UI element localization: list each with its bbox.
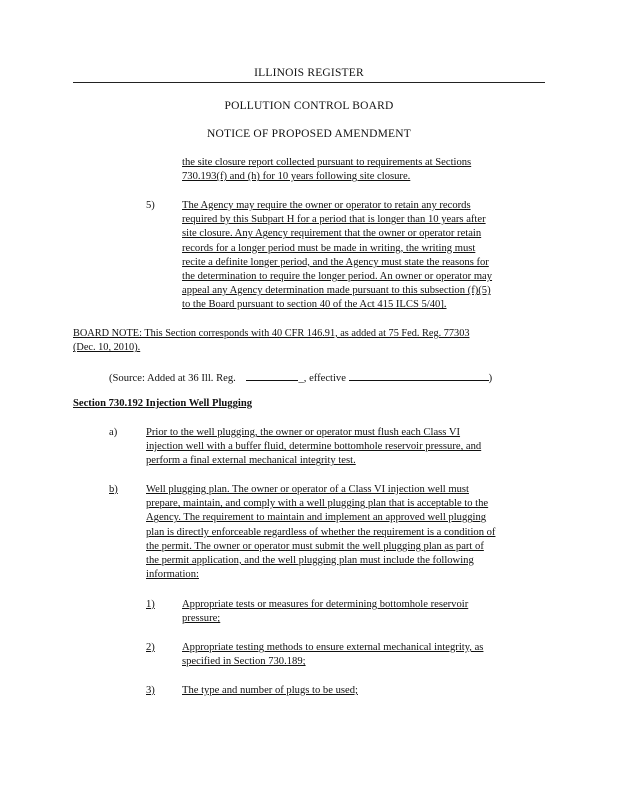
board-note-line: (Dec. 10, 2010). (73, 342, 141, 354)
sub-3-label: 3) (146, 685, 155, 696)
sub-1-line: Appropriate tests or measures for determining bottomhole reservoir (182, 599, 469, 610)
item-5-line: the determination to require the longer period. An owner or operator may (182, 271, 493, 283)
sub-3-text (182, 684, 358, 698)
board-title: POLLUTION CONTROL BOARD (224, 100, 394, 112)
sub-1-line: pressure; (182, 613, 221, 625)
item-5-label: 5) (146, 200, 155, 211)
item-b-line: Agency. The requirement to maintain and implement an approved well plugging (146, 512, 487, 524)
item-5-line: records for a longer period must be made in writing, the writing must (182, 242, 476, 254)
source-suffix: ) (488, 373, 493, 384)
item-b-line: the permit. The owner or operator must submit the well plugging plan as part of (146, 540, 484, 552)
item-a-line: injection well with a buffer fluid, determine bottomhole reservoir pressure, and (146, 441, 482, 453)
item-b-line: the permit application, and the well plugging plan must include the following (146, 555, 474, 567)
source-line (109, 370, 492, 386)
sub-2-line: Appropriate testing methods to ensure external mechanical integrity, as (182, 642, 484, 653)
item-5-line: required by this Subpart H for a period that is longer than 10 years after (182, 214, 486, 226)
item-a-label: a) (109, 427, 118, 438)
continuation-line: 730.193(f) and (h) for 10 years following site closure. (182, 171, 411, 183)
item-5-line: recite a definite longer period, and the Agency must state the reasons for (182, 256, 489, 268)
item-b-line: information: (146, 569, 199, 581)
register-blank (246, 370, 298, 381)
sub-1-label: 1) (146, 599, 155, 610)
notice-title: NOTICE OF PROPOSED AMENDMENT (207, 128, 411, 140)
sub-2-line: specified in Section 730.189; (182, 656, 306, 668)
sub-2-label: 2) (146, 642, 155, 653)
sub-1-text (182, 598, 468, 626)
item-b-line: plan is directly enforceable regardless of whether the requirement is a condition of (146, 526, 496, 538)
item-5-text (182, 199, 492, 313)
item-5-line: to the Board pursuant to section 40 of the Act 415 ILCS 5/40]. (182, 299, 447, 311)
sub-2-text (182, 641, 483, 669)
item-a-line: Prior to the well plugging, the owner or operator must flush each Class VI (146, 427, 461, 438)
effective-date-blank (349, 370, 489, 381)
item-a-text (146, 426, 481, 469)
item-b-label: b) (109, 484, 118, 495)
item-b-text (146, 483, 495, 582)
source-prefix: (Source: Added at 36 Ill. Reg. (109, 373, 236, 384)
board-note (73, 327, 470, 355)
section-heading: Section 730.192 Injection Well Plugging (73, 398, 253, 409)
item-5-line: The Agency may require the owner or operator to retain any records (182, 200, 471, 211)
header-rule (73, 82, 545, 83)
item-b-line: prepare, maintain, and comply with a well plugging plan that is acceptable to the (146, 498, 489, 510)
item-b-line: Well plugging plan. The owner or operator of a Class VI injection well must (146, 484, 469, 495)
continuation-line: the site closure report collected pursuant to requirements at Sections (182, 157, 472, 168)
source-mid: _, effective (298, 373, 346, 384)
item-5-line: site closure. Any Agency requirement that the owner or operator retain (182, 228, 482, 240)
register-title: ILLINOIS REGISTER (254, 67, 364, 79)
item-5-line: appeal any Agency determination made pursuant to this subsection (f)(5) (182, 285, 491, 297)
continuation-text (182, 156, 471, 184)
board-note-line: BOARD NOTE: This Section corresponds with 40 CFR 146.91, as added at 75 Fed. Reg. 77303 (73, 328, 470, 339)
sub-3-line: The type and number of plugs to be used; (182, 685, 358, 696)
item-a-line: perform a final external mechanical integrity test. (146, 455, 356, 467)
